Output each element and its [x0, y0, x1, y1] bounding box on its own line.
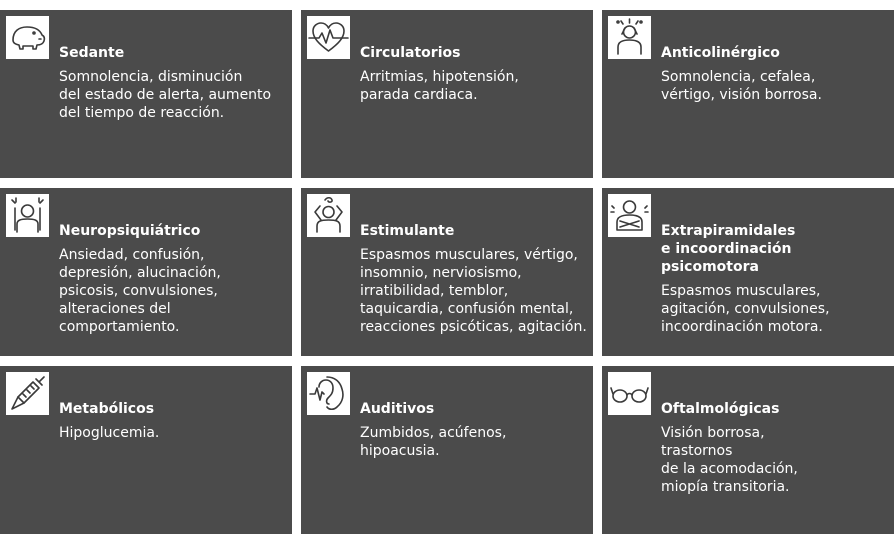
card-description	[59, 246, 221, 336]
card-description-line: Somnolencia, cefalea,	[661, 69, 816, 85]
card-oftalmologicas	[602, 366, 894, 534]
card-title-line: e incoordinación	[661, 241, 792, 257]
card-description-line: taquicardia, confusión mental,	[360, 301, 574, 317]
hippo-icon	[6, 16, 49, 59]
card-anticolinergico	[602, 10, 894, 178]
card-description-line: insomnio, nerviosismo,	[360, 265, 522, 281]
card-title	[661, 222, 795, 276]
card-description-line: del estado de alerta, aumento	[59, 87, 272, 103]
card-description-line: parada cardiaca.	[360, 87, 478, 103]
card-description-line: Hipoglucemia.	[59, 425, 160, 441]
card-metabolicos	[0, 366, 292, 534]
card-description	[59, 424, 159, 442]
card-neuropsiquiatrico	[0, 188, 292, 356]
card-description-line: Arritmias, hipotensión,	[360, 69, 519, 85]
card-description-line: Somnolencia, disminución	[59, 69, 243, 85]
card-title	[360, 44, 460, 62]
card-description	[360, 424, 506, 460]
card-description-line: irratibilidad, temblor,	[360, 283, 509, 299]
card-title-line: psicomotora	[661, 259, 759, 275]
card-description-line: trastornos	[661, 443, 733, 459]
card-circulatorios	[301, 10, 593, 178]
side-effects-grid	[0, 10, 894, 534]
card-title-line: Sedante	[59, 45, 125, 61]
card-description	[661, 282, 830, 336]
card-description-line: psicosis, convulsiones,	[59, 283, 218, 299]
card-title	[59, 222, 200, 240]
card-title-line: Estimulante	[360, 223, 455, 239]
card-estimulante	[301, 188, 593, 356]
card-description-line: agitación, convulsiones,	[661, 301, 830, 317]
card-description-line: depresión, alucinación,	[59, 265, 221, 281]
card-title	[661, 44, 780, 62]
card-title	[59, 400, 154, 418]
card-description-line: reacciones psicóticas, agitación.	[360, 319, 587, 335]
dizzy-person-icon	[307, 194, 350, 237]
card-title-line: Extrapiramidales	[661, 223, 796, 239]
card-description	[59, 68, 271, 122]
card-description-line: del tiempo de reacción.	[59, 105, 225, 121]
heart-pulse-icon	[307, 16, 350, 59]
card-description-line: Espasmos musculares, vértigo,	[360, 247, 578, 263]
card-title	[360, 400, 434, 418]
card-title-line: Oftalmológicas	[661, 401, 780, 417]
card-description-line: miopía transitoria.	[661, 479, 790, 495]
card-description-line: Espasmos musculares,	[661, 283, 821, 299]
card-title	[59, 44, 124, 62]
card-title	[360, 222, 454, 240]
card-description-line: comportamiento.	[59, 319, 180, 335]
card-sedante	[0, 10, 292, 178]
anxious-person-icon	[6, 194, 49, 237]
card-description-line: incoordinación motora.	[661, 319, 823, 335]
headache-person-icon	[608, 16, 651, 59]
card-description-line: Ansiedad, confusión,	[59, 247, 205, 263]
syringe-icon	[6, 372, 49, 415]
card-title-line: Neuropsiquiátrico	[59, 223, 201, 239]
card-title-line: Anticolinérgico	[661, 45, 780, 61]
card-title-line: Circulatorios	[360, 45, 461, 61]
card-description	[360, 246, 587, 336]
crossed-arms-person-icon	[608, 194, 651, 237]
card-extrapiramidales	[602, 188, 894, 356]
card-description-line: Visión borrosa,	[661, 425, 765, 441]
card-title	[661, 400, 779, 418]
card-description	[360, 68, 519, 104]
card-description	[661, 68, 822, 104]
glasses-icon	[608, 372, 651, 415]
card-title-line: Auditivos	[360, 401, 435, 417]
card-description-line: hipoacusia.	[360, 443, 440, 459]
card-description-line: de la acomodación,	[661, 461, 798, 477]
card-description	[661, 424, 798, 496]
card-description-line: Zumbidos, acúfenos,	[360, 425, 507, 441]
ear-soundwave-icon	[307, 372, 350, 415]
card-description-line: alteraciones del	[59, 301, 171, 317]
card-title-line: Metabólicos	[59, 401, 155, 417]
card-description-line: vértigo, visión borrosa.	[661, 87, 822, 103]
card-auditivos	[301, 366, 593, 534]
